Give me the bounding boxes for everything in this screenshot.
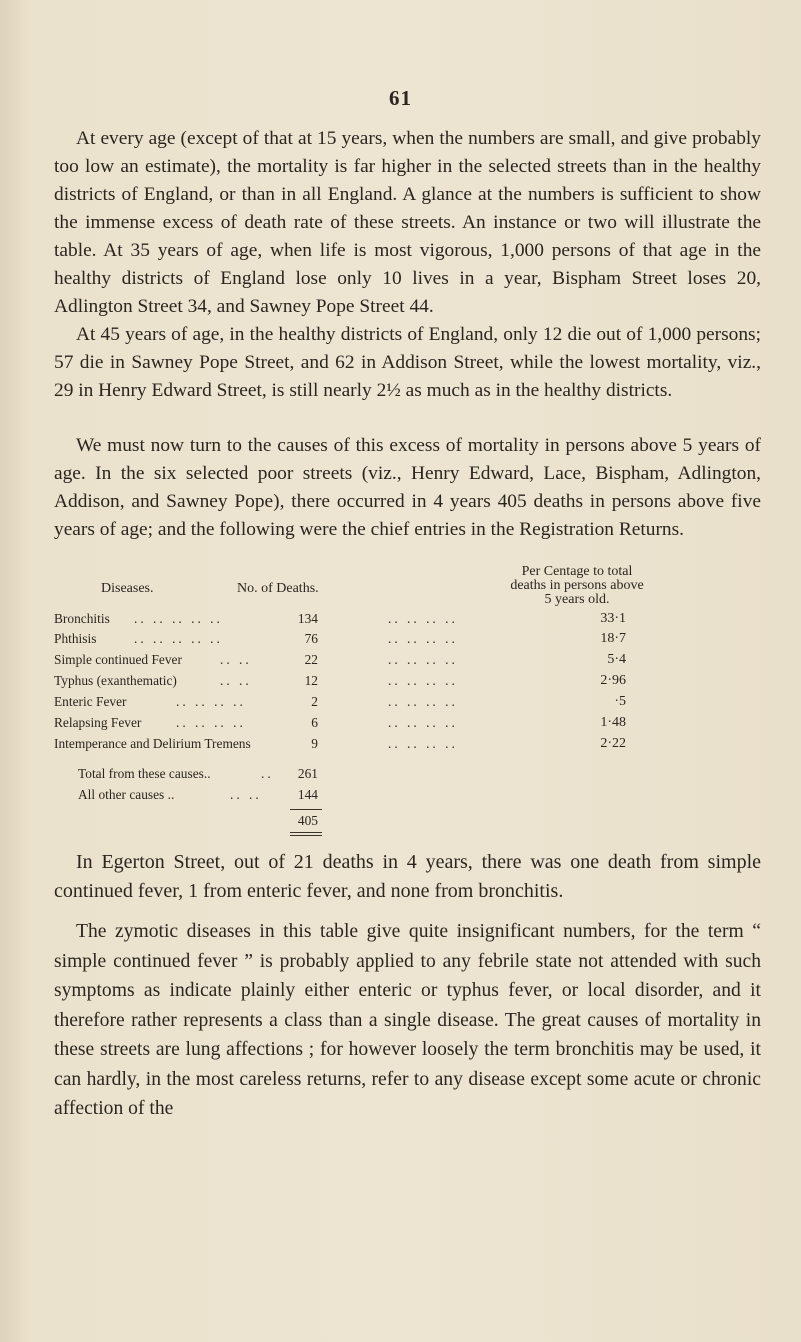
sum-rule [290,809,322,810]
disease-name: Relapsing Fever [54,715,142,730]
table-row [54,652,761,670]
paragraph-5: The zymotic diseases in this table give quite insignificant numbers, for the term “ simple continued fever ” is probably applied to any febrile state not attended with such symptoms as indicate plainly either enteric or typhus fever, or local disorder, and it therefore rather represents a class than a single disease. The great causes of mortality in these streets are lung affections ; for however loosely the term bronchitis may be used, it can hardly, in the most careless returns, refer to any disease except some acute or chronic affection of the [54,921,761,1119]
double-rule-top [290,832,322,833]
double-rule-bottom [290,835,322,836]
disease-name: Enteric Fever [54,694,127,709]
paragraph-1: At every age (except of that at 15 years, when the numbers are small, and give probably too low an estimate), the mortality is far higher in the selected streets than in the healthy districts of England, or than in all England. A glance at the numbers is sufficient to show the immense excess of death rate of these streets. An instance or two will illustrate the table. At 35 years of age, when life is most vigorous, 1,000 persons of that age in the healthy districts of England lose only 10 lives in a year, Bispham Street loses 20, Adlington Street 34, and Sawney Pope Street 44. [54,128,761,317]
disease-name: Simple continued Fever [54,652,182,667]
leader-dots: .. .. .. .. [388,611,458,626]
leader-dots: .. .. .. .. [388,736,458,751]
leader-dots: .. .. .. .. [388,652,458,667]
paragraph-3: We must now turn to the causes of this excess of mortality in persons above 5 years of age. In the six selected poor streets (viz., Henry Edward, Lace, Bispham, Adlington, Addison, and Sawney Pope), there occurred in 4 years 405 deaths in persons above five years of age; and the following were the chief entries in the Registration Returns. [54,435,761,540]
grand-total-row [54,813,761,831]
page-number: 61 [389,86,412,110]
header-deaths: No. of Deaths. [237,581,319,596]
leader-dots: .. .. .. .. [176,694,246,709]
total-value: 144 [297,787,318,802]
table-row [54,673,761,691]
percent-value: 18·7 [600,631,626,646]
percent-value: 2·96 [600,673,626,688]
leader-dots: .. .. .. .. [388,631,458,646]
paragraph-2: At 45 years of age, in the healthy districts of England, only 12 die out of 1,000 persons; 57 die in Sawney Pope Street, and 62 in Addison Street, while the lowest mortality, viz., 29 in Henry Edward Street, is still nearly 2½ as much as in the healthy districts. [54,324,761,401]
table-row [54,631,761,649]
total-value: 261 [297,766,318,781]
header-percent-1: Per Centage to total [521,564,633,579]
total-row [54,787,761,805]
header-percent-3: 5 years old. [544,592,610,607]
leader-dots: .. .. .. .. [388,673,458,688]
percent-value: 5·4 [607,652,626,667]
leader-dots: .. .. [220,652,252,667]
death-count: 9 [311,736,318,751]
disease-name: Intemperance and Delirium Tremens [54,736,251,751]
table-row [54,611,761,629]
leader-dots: .. .. .. .. .. [134,611,223,626]
leader-dots: .. .. .. .. [176,715,246,730]
disease-name: Phthisis [54,631,97,646]
death-count: 76 [304,631,318,646]
leader-dots: .. .. .. .. [388,715,458,730]
total-row [54,766,761,784]
percent-value: 2·22 [600,736,626,751]
table-row [54,715,761,733]
percent-value: 33·1 [600,611,626,626]
leader-dots: .. .. [230,787,262,802]
percent-value: 1·48 [600,715,626,730]
total-label: Total from these causes.. [78,766,211,781]
total-label: All other causes .. [78,787,175,802]
header-diseases: Diseases. [101,581,154,596]
table-row [54,736,761,754]
percent-value: ·5 [614,694,626,709]
paragraph-4: In Egerton Street, out of 21 deaths in 4 years, there was one death from simple continued fever, 1 from enteric fever, and none from bronchitis. [54,851,761,902]
death-count: 6 [311,715,318,730]
leader-dots: .. .. .. .. .. [134,631,223,646]
disease-name: Typhus (exanthematic) [54,673,177,688]
death-count: 134 [297,611,318,626]
leader-dots: .. .. [220,673,252,688]
leader-dots: .. [261,766,274,781]
header-percent-2: deaths in persons above [510,578,644,593]
death-count: 12 [304,673,318,688]
death-count: 22 [304,652,318,667]
leader-dots: .. .. .. .. [388,694,458,709]
disease-name: Bronchitis [54,611,110,626]
table-row [54,694,761,712]
grand-total: 405 [297,813,318,828]
death-count: 2 [311,694,318,709]
